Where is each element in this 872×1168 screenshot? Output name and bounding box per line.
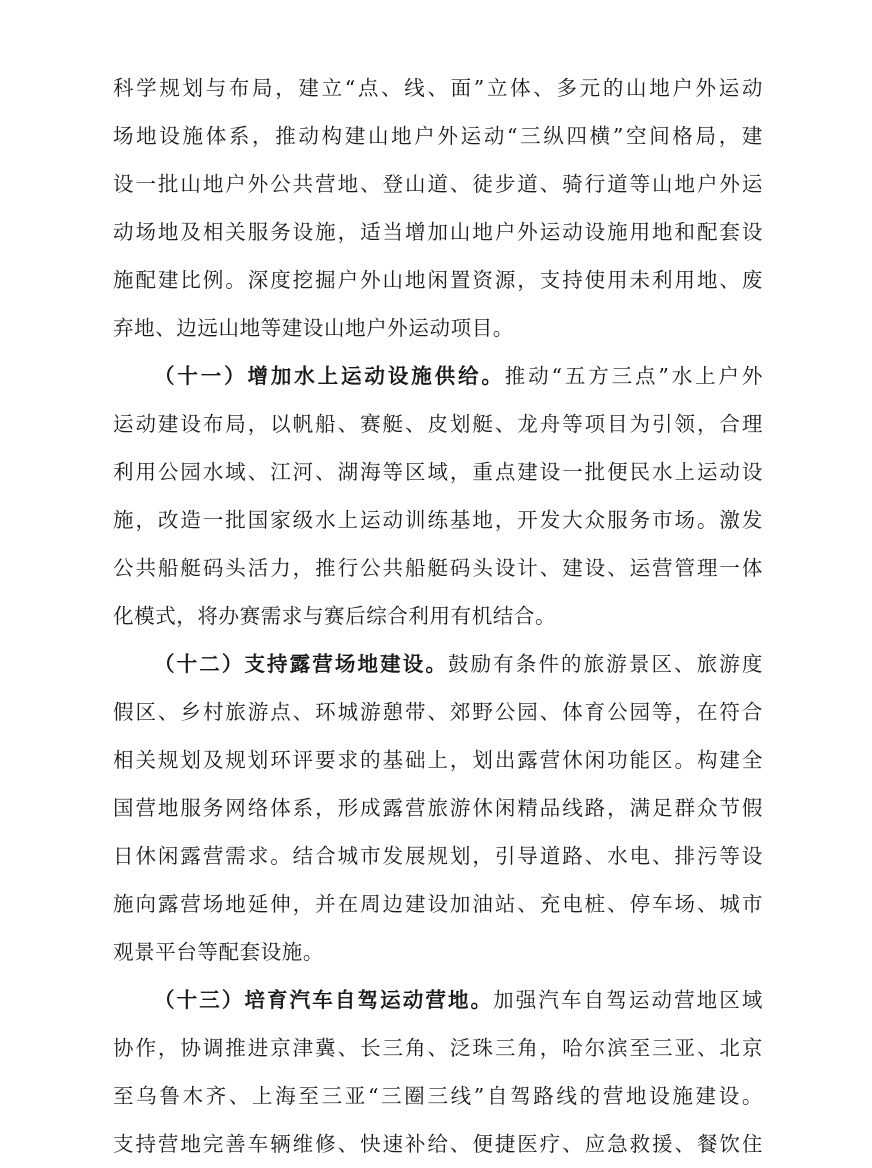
text-line: 相关规划及规划环评要求的基础上，划出露营休闲功能区。构建全 bbox=[113, 748, 763, 772]
paragraph-first-line bbox=[113, 640, 763, 688]
text-line: 弃地、边远山地等建设山地户外运动项目。 bbox=[113, 316, 514, 340]
paragraph bbox=[113, 64, 763, 352]
text-line: 化模式，将办赛需求与赛后综合利用有机结合。 bbox=[113, 604, 557, 628]
text-line: 观景平台等配套设施。 bbox=[113, 940, 324, 964]
text-line: 协作，协调推进京津冀、长三角、泛珠三角，哈尔滨至三亚、北京 bbox=[113, 1036, 763, 1060]
text-line: 国营地服务网络体系，形成露营旅游休闲精品线路，满足群众节假 bbox=[113, 796, 763, 820]
paragraph-first-line bbox=[113, 976, 763, 1024]
text-run: 鼓励有条件的旅游景区、旅游度 bbox=[447, 652, 763, 676]
text-line: 设一批山地户外公共营地、登山道、徒步道、骑行道等山地户外运 bbox=[113, 172, 763, 196]
text-line: 科学规划与布局，建立“点、线、面”立体、多元的山地户外运动 bbox=[113, 76, 763, 100]
document-page bbox=[113, 64, 763, 1168]
text-line: 施，改造一批国家级水上运动训练基地，开发大众服务市场。激发 bbox=[113, 508, 763, 532]
paragraph-first-line bbox=[113, 352, 763, 400]
text-line: 至乌鲁木齐、上海至三亚“三圈三线”自驾路线的营地设施建设。 bbox=[113, 1084, 763, 1108]
paragraph bbox=[113, 640, 763, 976]
text-line: 利用公园水域、江河、湖海等区域，重点建设一批便民水上运动设 bbox=[113, 460, 763, 484]
text-line: 公共船艇码头活力，推行公共船艇码头设计、建设、运营管理一体 bbox=[113, 556, 763, 580]
text-line: 场地设施体系，推动构建山地户外运动“三纵四横”空间格局，建 bbox=[113, 124, 763, 148]
paragraph bbox=[113, 976, 763, 1168]
section-heading: （十二）支持露营场地建设。 bbox=[154, 652, 448, 676]
paragraph bbox=[113, 352, 763, 640]
text-line: 施配建比例。深度挖掘户外山地闲置资源，支持使用未利用地、废 bbox=[113, 268, 763, 292]
text-line: 运动建设布局，以帆船、赛艇、皮划艇、龙舟等项目为引领，合理 bbox=[113, 412, 763, 436]
text-line: 假区、乡村旅游点、环城游憩带、郊野公园、体育公园等，在符合 bbox=[113, 700, 763, 724]
text-line: 施向露营场地延伸，并在周边建设加油站、充电桩、停车场、城市 bbox=[113, 892, 763, 916]
text-line: 日休闲露营需求。结合城市发展规划，引导道路、水电、排污等设 bbox=[113, 844, 763, 868]
section-heading: （十一）增加水上运动设施供给。 bbox=[154, 364, 505, 388]
section-heading: （十三）培育汽车自驾运动营地。 bbox=[154, 988, 494, 1012]
text-run: 推动“五方三点”水上户外 bbox=[504, 364, 763, 388]
text-line: 支持营地完善车辆维修、快速补给、便捷医疗、应急救援、餐饮住 bbox=[113, 1132, 763, 1156]
text-run: 加强汽车自驾运动营地区域 bbox=[493, 988, 763, 1012]
text-line: 动场地及相关服务设施，适当增加山地户外运动设施用地和配套设 bbox=[113, 220, 763, 244]
